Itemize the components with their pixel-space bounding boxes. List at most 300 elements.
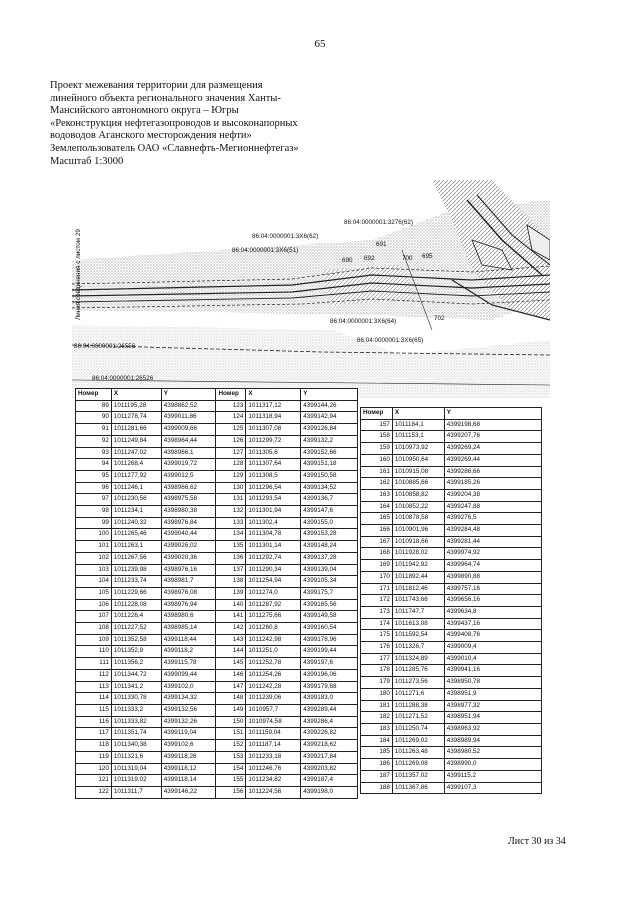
table-cell: 1010915,08 — [392, 466, 444, 478]
table-cell: 4399178,96 — [301, 634, 358, 646]
table-cell: 4399148,24 — [301, 541, 358, 553]
table-row — [76, 517, 358, 529]
table-cell: 4399149,58 — [301, 611, 358, 623]
table-cell: 4399155,0 — [301, 517, 358, 529]
table-cell: 129 — [216, 470, 246, 482]
table-cell: 1011278,74 — [111, 412, 161, 424]
column-header: Y — [161, 389, 216, 401]
table-row — [76, 541, 358, 553]
table-cell: 1011187,14 — [246, 740, 301, 752]
table-cell: 4399217,84 — [301, 751, 358, 763]
table-cell: 4399132,2 — [301, 435, 358, 447]
table-row — [76, 552, 358, 564]
coordinates-table-right — [360, 407, 542, 794]
table-row — [361, 466, 542, 478]
table-cell: 1011340,38 — [111, 740, 161, 752]
table-cell: 4399142,94 — [301, 412, 358, 424]
table-cell: 4398977,32 — [444, 700, 541, 712]
table-cell: 1011292,74 — [246, 552, 301, 564]
table-cell: 156 — [216, 786, 246, 798]
table-cell: 1011247,02 — [111, 447, 161, 459]
table-cell: 140 — [216, 599, 246, 611]
table-row — [76, 412, 358, 424]
table-cell: 1011812,46 — [392, 583, 444, 595]
table-cell: 187 — [361, 770, 393, 782]
table-cell: 4399009,66 — [161, 424, 216, 436]
table-row — [361, 548, 542, 560]
table-cell: 1011302,4 — [246, 517, 301, 529]
table-row — [361, 513, 542, 525]
table-cell: 1011305,6 — [246, 447, 301, 459]
table-cell: 4399134,32 — [161, 693, 216, 705]
table-cell: 176 — [361, 642, 393, 654]
table-cell: 147 — [216, 681, 246, 693]
table-cell: 1010957,7 — [246, 704, 301, 716]
table-cell: 4399198,68 — [444, 419, 541, 431]
table-row — [361, 665, 542, 677]
table-cell: 179 — [361, 677, 393, 689]
coordinates-table-left — [75, 388, 358, 799]
table-header-row — [361, 408, 542, 420]
table-cell: 180 — [361, 688, 393, 700]
table-row — [361, 419, 542, 431]
table-cell: 4398985,14 — [161, 623, 216, 635]
table-cell: 1011344,72 — [111, 669, 161, 681]
table-cell: 1011153,1 — [392, 431, 444, 443]
table-cell: 128 — [216, 459, 246, 471]
table-cell: 168 — [361, 548, 393, 560]
table-cell: 1010885,66 — [392, 478, 444, 490]
table-cell: 1011246,76 — [246, 763, 301, 775]
table-cell: 4398951,94 — [444, 712, 541, 724]
table-cell: 1011228,08 — [111, 599, 161, 611]
table-cell: 162 — [361, 478, 393, 490]
document-title — [50, 80, 370, 168]
table-cell: 4399276,5 — [444, 513, 541, 525]
table-cell: 4399269,44 — [444, 454, 541, 466]
table-cell: 149 — [216, 704, 246, 716]
table-cell: 1011293,54 — [246, 494, 301, 506]
scale-label: Масштаб 1:3000 — [50, 155, 124, 167]
table-cell: 1011233,74 — [111, 576, 161, 588]
table-cell: 1011269,02 — [392, 735, 444, 747]
table-cell: 153 — [216, 751, 246, 763]
table-cell: 4399115,2 — [444, 770, 541, 782]
table-cell: 4398963,92 — [444, 723, 541, 735]
table-cell: 1011268,4 — [111, 459, 161, 471]
map-label-parcel: 86:04:0000001:3X6(62) — [252, 233, 319, 240]
table-row — [361, 688, 542, 700]
table-cell: 1011274,0 — [246, 587, 301, 599]
table-row — [361, 606, 542, 618]
table-cell: 1011273,56 — [392, 677, 444, 689]
table-cell: 1011311,7 — [111, 786, 161, 798]
table-cell: 1011229,66 — [111, 587, 161, 599]
table-row — [361, 653, 542, 665]
table-cell: 112 — [76, 669, 112, 681]
table-cell: 97 — [76, 494, 112, 506]
table-cell: 1011928,02 — [392, 548, 444, 560]
table-cell: 126 — [216, 435, 246, 447]
table-cell: 1011333,2 — [111, 704, 161, 716]
table-cell: 116 — [76, 716, 112, 728]
column-header: Номер — [216, 389, 246, 401]
table-cell: 152 — [216, 740, 246, 752]
table-cell: 166 — [361, 525, 393, 537]
table-row — [361, 525, 542, 537]
page-number: 65 — [314, 38, 326, 50]
map-point-label: 695 — [422, 253, 433, 260]
title-line: Землепользователь ОАО «Славнефть-Мегионнефтегаз» — [50, 142, 299, 154]
table-cell: 142 — [216, 623, 246, 635]
table-cell: 4399146,22 — [161, 786, 216, 798]
table-cell: 4399151,18 — [301, 459, 358, 471]
table-cell: 1011254,26 — [246, 669, 301, 681]
table-cell: 1011240,32 — [111, 517, 161, 529]
table-cell: 1011246,1 — [111, 482, 161, 494]
column-header: Y — [444, 408, 541, 420]
table-cell: 1011307,08 — [246, 424, 301, 436]
table-cell: 1011265,46 — [111, 529, 161, 541]
table-row — [361, 747, 542, 759]
table-cell: 144 — [216, 646, 246, 658]
table-cell: 101 — [76, 541, 112, 553]
table-row — [361, 595, 542, 607]
table-cell: 141 — [216, 611, 246, 623]
table-cell: 4398980,52 — [444, 747, 541, 759]
table-row — [361, 571, 542, 583]
table-cell: 158 — [361, 431, 393, 443]
table-cell: 172 — [361, 595, 393, 607]
title-line: водоводов Аганского месторождения нефти» — [50, 130, 252, 142]
table-cell: 1011281,66 — [111, 424, 161, 436]
table-cell: 4399175,7 — [301, 587, 358, 599]
table-cell: 4398862,52 — [161, 400, 216, 412]
table-row — [76, 482, 358, 494]
table-cell: 1011263,48 — [392, 747, 444, 759]
table-row — [76, 786, 358, 798]
table-cell: 4399118,44 — [161, 634, 216, 646]
table-cell: 94 — [76, 459, 112, 471]
table-cell: 1011296,54 — [246, 482, 301, 494]
table-row — [361, 782, 542, 794]
table-cell: 4399152,66 — [301, 447, 358, 459]
table-cell: 4399289,44 — [301, 704, 358, 716]
table-cell: 1010950,64 — [392, 454, 444, 466]
table-cell: 114 — [76, 693, 112, 705]
table-cell: 4399198,0 — [301, 786, 358, 798]
table-row — [361, 759, 542, 771]
table-cell: 130 — [216, 482, 246, 494]
table-row — [76, 623, 358, 635]
table-cell: 1011330,78 — [111, 693, 161, 705]
table-cell: 113 — [76, 681, 112, 693]
table-cell: 1011319,02 — [111, 775, 161, 787]
table-row — [361, 712, 542, 724]
table-row — [361, 454, 542, 466]
table-cell: 4399437,16 — [444, 618, 541, 630]
table-cell: 99 — [76, 517, 112, 529]
table-cell: 174 — [361, 618, 393, 630]
map-point-label: 691 — [376, 241, 387, 248]
table-cell: 4399105,34 — [301, 576, 358, 588]
table-cell: 185 — [361, 747, 393, 759]
column-header: X — [392, 408, 444, 420]
table-cell: 136 — [216, 552, 246, 564]
table-cell: 1011892,44 — [392, 571, 444, 583]
table-cell: 1011301,14 — [246, 541, 301, 553]
table-cell: 159 — [361, 443, 393, 455]
table-cell: 135 — [216, 541, 246, 553]
table-cell: 4399132,56 — [161, 704, 216, 716]
table-cell: 1011321,6 — [111, 751, 161, 763]
table-cell: 4398964,44 — [161, 435, 216, 447]
table-cell: 91 — [76, 424, 112, 436]
table-cell: 155 — [216, 775, 246, 787]
table-cell: 1011743,66 — [392, 595, 444, 607]
table-cell: 1011301,94 — [246, 506, 301, 518]
sheet-counter: Лист 30 из 34 — [508, 836, 566, 847]
table-cell: 4399134,52 — [301, 482, 358, 494]
table-row — [76, 611, 358, 623]
table-cell: 95 — [76, 470, 112, 482]
table-cell: 1011318,94 — [246, 412, 301, 424]
table-cell: 181 — [361, 700, 393, 712]
map-label-parcel: 86:04:0000001:3X6(65) — [357, 337, 424, 344]
table-cell: 4399118,12 — [161, 763, 216, 775]
table-cell: 118 — [76, 740, 112, 752]
table-cell: 4399203,82 — [301, 763, 358, 775]
table-cell: 1011356,2 — [111, 658, 161, 670]
table-cell: 4399964,74 — [444, 560, 541, 572]
table-cell: 4398976,16 — [161, 564, 216, 576]
table-row — [76, 693, 358, 705]
table-cell: 4399160,54 — [301, 623, 358, 635]
table-cell: 182 — [361, 712, 393, 724]
table-row — [76, 424, 358, 436]
table-cell: 4399115,78 — [161, 658, 216, 670]
table-row — [361, 618, 542, 630]
table-cell: 1010918,66 — [392, 536, 444, 548]
table-row — [76, 587, 358, 599]
table-row — [361, 770, 542, 782]
table-cell: 138 — [216, 576, 246, 588]
table-cell: 4399137,28 — [301, 552, 358, 564]
table-cell: 1011352,9 — [111, 646, 161, 658]
table-cell: 1011352,58 — [111, 634, 161, 646]
table-cell: 1011226,4 — [111, 611, 161, 623]
table-cell: 123 — [216, 400, 246, 412]
table-cell: 90 — [76, 412, 112, 424]
table-cell: 167 — [361, 536, 393, 548]
table-cell: 1011195,28 — [111, 400, 161, 412]
table-cell: 4399656,16 — [444, 595, 541, 607]
table-cell: 1011271,52 — [392, 712, 444, 724]
table-row — [361, 723, 542, 735]
table-cell: 4399974,92 — [444, 548, 541, 560]
table-cell: 93 — [76, 447, 112, 459]
table-cell: 4398976,84 — [161, 517, 216, 529]
table-cell: 4399118,2 — [161, 646, 216, 658]
table-cell: 4398951,9 — [444, 688, 541, 700]
table-cell: 4398966,1 — [161, 447, 216, 459]
table-cell: 1011304,78 — [246, 529, 301, 541]
table-cell: 4399286,66 — [444, 466, 541, 478]
table-cell: 120 — [76, 763, 112, 775]
table-cell: 1011299,72 — [246, 435, 301, 447]
table-cell: 4398976,08 — [161, 587, 216, 599]
table-cell: 117 — [76, 728, 112, 740]
table-row — [76, 681, 358, 693]
table-row — [361, 630, 542, 642]
table-row — [361, 583, 542, 595]
table-cell: 1011747,7 — [392, 606, 444, 618]
table-cell: 4399132,26 — [161, 716, 216, 728]
table-cell: 160 — [361, 454, 393, 466]
table-cell: 1011233,18 — [246, 751, 301, 763]
table-row — [361, 536, 542, 548]
table-cell: 4399197,6 — [301, 658, 358, 670]
table-cell: 4398981,7 — [161, 576, 216, 588]
title-line: Проект межевания территории для размещения — [50, 80, 263, 91]
map-label-parcel: 86:04:0000001:3X6(51) — [232, 247, 299, 254]
table-cell: 4398975,58 — [161, 494, 216, 506]
map-label-parcel: 86:04:0000001:26526 — [92, 375, 154, 382]
table-cell: 119 — [76, 751, 112, 763]
table-cell: 4399150,58 — [301, 470, 358, 482]
table-cell: 89 — [76, 400, 112, 412]
table-cell: 4399153,28 — [301, 529, 358, 541]
table-row — [361, 443, 542, 455]
table-cell: 1011592,54 — [392, 630, 444, 642]
table-cell: 1011254,94 — [246, 576, 301, 588]
table-cell: 1011269,08 — [392, 759, 444, 771]
table-cell: 4399099,44 — [161, 669, 216, 681]
map-label-parcel: 86:04:0000001:3X6(64) — [330, 318, 397, 325]
table-header-row — [76, 389, 358, 401]
table-cell: 4398980,38 — [161, 506, 216, 518]
table-cell: 171 — [361, 583, 393, 595]
table-cell: 1011252,78 — [246, 658, 301, 670]
table-row — [76, 751, 358, 763]
table-row — [76, 740, 358, 752]
table-cell: 139 — [216, 587, 246, 599]
table-cell: 1011367,86 — [392, 782, 444, 794]
table-cell: 1011288,38 — [392, 700, 444, 712]
table-cell: 4399226,82 — [301, 728, 358, 740]
table-cell: 132 — [216, 506, 246, 518]
table-row — [361, 431, 542, 443]
table-cell: 4399183,0 — [301, 693, 358, 705]
table-cell: 4399010,4 — [444, 653, 541, 665]
table-row — [76, 576, 358, 588]
table-cell: 4399009,4 — [444, 642, 541, 654]
table-cell: 1011230,56 — [111, 494, 161, 506]
map-label-parcel: 86:04:0000001:26556 — [74, 343, 136, 350]
table-cell: 1011249,84 — [111, 435, 161, 447]
table-cell: 4399165,56 — [301, 599, 358, 611]
table-row — [76, 658, 358, 670]
table-cell: 1011260,8 — [246, 623, 301, 635]
column-header: Y — [301, 389, 358, 401]
table-row — [76, 728, 358, 740]
table-cell: 4399408,76 — [444, 630, 541, 642]
table-row — [76, 564, 358, 576]
table-cell: 4399011,86 — [161, 412, 216, 424]
table-cell: 188 — [361, 782, 393, 794]
table-cell: 106 — [76, 599, 112, 611]
table-cell: 124 — [216, 412, 246, 424]
table-cell: 108 — [76, 623, 112, 635]
table-cell: 157 — [361, 419, 393, 431]
table-cell: 1011234,82 — [246, 775, 301, 787]
table-cell: 164 — [361, 501, 393, 513]
table-cell: 1011234,1 — [111, 506, 161, 518]
table-cell: 1011250,74 — [392, 723, 444, 735]
table-cell: 173 — [361, 606, 393, 618]
table-cell: 1011333,82 — [111, 716, 161, 728]
table-cell: 1010974,58 — [246, 716, 301, 728]
map-point-label: 692 — [364, 255, 375, 262]
table-cell: 4399269,24 — [444, 443, 541, 455]
table-cell: 1011227,52 — [111, 623, 161, 635]
table-cell: 4399019,72 — [161, 459, 216, 471]
table-cell: 148 — [216, 693, 246, 705]
column-header: Номер — [361, 408, 393, 420]
table-row — [361, 700, 542, 712]
table-cell: 4399890,88 — [444, 571, 541, 583]
table-cell: 4399247,88 — [444, 501, 541, 513]
map-point-label: 700 — [402, 255, 413, 262]
table-cell: 1011224,56 — [246, 786, 301, 798]
table-cell: 154 — [216, 763, 246, 775]
table-cell: 107 — [76, 611, 112, 623]
title-line: Мансийского автономного округа – Югры — [50, 105, 239, 117]
table-cell: 4399012,5 — [161, 470, 216, 482]
table-row — [76, 634, 358, 646]
table-cell: 1011242,28 — [246, 681, 301, 693]
table-cell: 131 — [216, 494, 246, 506]
table-cell: 4399204,38 — [444, 489, 541, 501]
table-cell: 165 — [361, 513, 393, 525]
table-cell: 184 — [361, 735, 393, 747]
table-cell: 146 — [216, 669, 246, 681]
table-cell: 4399196,06 — [301, 669, 358, 681]
table-cell: 145 — [216, 658, 246, 670]
table-cell: 4399118,26 — [161, 751, 216, 763]
table-row — [76, 646, 358, 658]
table-cell: 98 — [76, 506, 112, 518]
table-cell: 1011317,12 — [246, 400, 301, 412]
table-row — [361, 478, 542, 490]
table-cell: 4398990,0 — [444, 759, 541, 771]
table-cell: 4399199,44 — [301, 646, 358, 658]
table-cell: 103 — [76, 564, 112, 576]
table-row — [361, 735, 542, 747]
map-side-label: Линия соединения с листом 29 — [75, 229, 82, 320]
survey-map — [72, 180, 550, 398]
table-row — [361, 677, 542, 689]
table-cell: 151 — [216, 728, 246, 740]
table-cell: 1011287,92 — [246, 599, 301, 611]
table-cell: 1011290,34 — [246, 564, 301, 576]
table-cell: 178 — [361, 665, 393, 677]
title-line: линейного объекта регионального значения Ханты- — [50, 92, 281, 104]
table-row — [76, 599, 358, 611]
table-cell: 4399136,7 — [301, 494, 358, 506]
table-cell: 1010852,22 — [392, 501, 444, 513]
table-cell: 105 — [76, 587, 112, 599]
